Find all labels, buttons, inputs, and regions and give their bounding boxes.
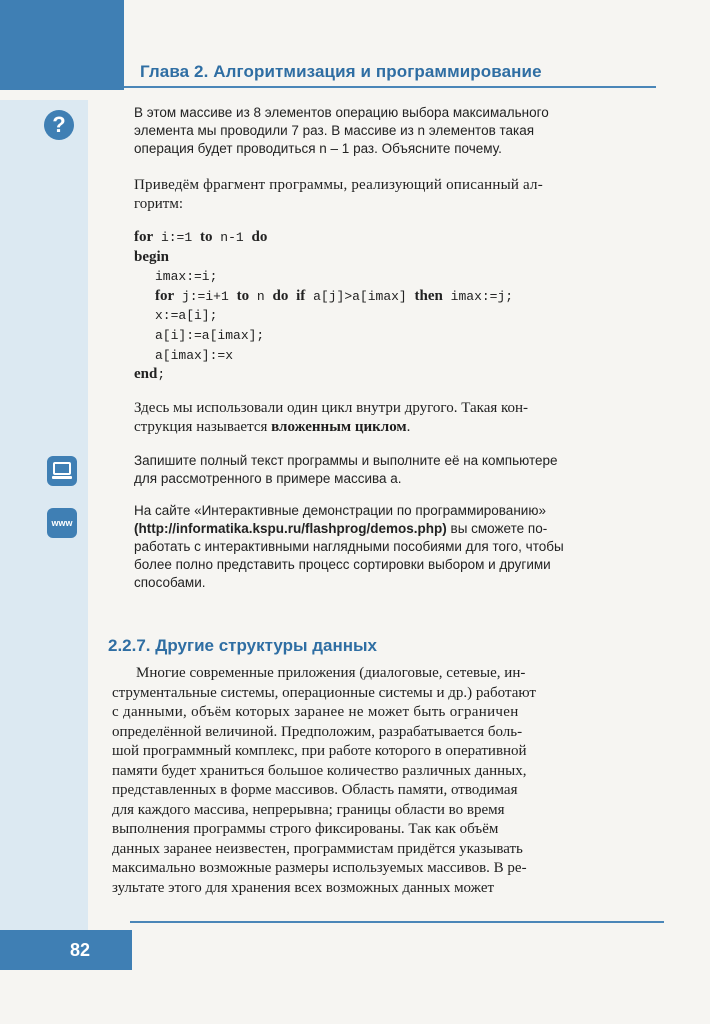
- code-text: n-1: [212, 230, 252, 245]
- code-text: ;: [157, 367, 166, 383]
- code-keyword: for: [155, 287, 175, 304]
- www-icon: www: [47, 508, 77, 538]
- body-line: данных заранее неизвестен, программистам придётся указывать: [112, 840, 523, 857]
- body-line: шой программный комплекс, при работе которого в оперативной: [112, 743, 527, 759]
- www-line: работать с интерактивными наглядными пособиями для того, чтобы: [134, 539, 564, 554]
- code-text: imax:=j;: [442, 288, 514, 304]
- body-line: Многие современные приложения (диалоговые, сетевые, ин-: [136, 665, 526, 681]
- code-text: x:=a[i];: [155, 308, 218, 324]
- code-line: [134, 365, 513, 385]
- code-text: a[j]>a[imax]: [305, 288, 415, 304]
- computer-icon: [47, 456, 77, 486]
- code-line: [134, 287, 513, 307]
- intro-line: горитм:: [134, 196, 184, 212]
- nested-loop-paragraph: [134, 399, 528, 437]
- body-line: памяти будет храниться большое количество различных данных,: [112, 762, 527, 779]
- code-line: [134, 326, 513, 346]
- code-text: a[imax]:=x: [155, 347, 234, 363]
- question-line: В этом массиве из 8 элементов операцию выбора максимального: [134, 105, 549, 120]
- body-line: выполнения программы строго фиксированы. Так как объём: [112, 821, 499, 837]
- code-keyword: then: [414, 287, 443, 304]
- body-line: определённой величиной. Предположим, разрабатывается боль-: [112, 723, 523, 740]
- task-line: для рассмотренного в примере массива a.: [134, 471, 402, 486]
- body-line: для каждого массива, непрерывна; границы области во время: [112, 801, 505, 818]
- computer-task-block: [134, 452, 558, 488]
- question-line: элемента мы проводили 7 раз. В массиве из n элементов такая: [134, 123, 535, 138]
- code-keyword: to: [199, 229, 213, 245]
- code-line: [134, 346, 513, 366]
- code-keyword: do: [251, 229, 268, 245]
- body-paragraph: [112, 664, 536, 898]
- code-keyword: to: [236, 287, 250, 304]
- nested-text-end: .: [406, 419, 411, 435]
- nested-line: Здесь мы использовали один цикл внутри другого. Такая кон-: [134, 400, 529, 416]
- www-line: более полно представить процесс сортировки выбором и другими: [134, 557, 551, 572]
- nested-text: струкция называется: [134, 419, 272, 435]
- code-keyword: end: [134, 366, 158, 383]
- code-keyword: if: [296, 287, 306, 304]
- code-keyword: do: [272, 287, 289, 304]
- section-title: 2.2.7. Другие структуры данных: [108, 636, 377, 655]
- nested-term: вложенным циклом: [271, 419, 407, 435]
- code-text: i:=1: [153, 230, 200, 245]
- body-line: с данными, объём которых заранее не может быть ограничен: [112, 704, 519, 720]
- page-number: 82: [70, 940, 91, 960]
- page-number-box: [0, 930, 132, 970]
- nested-line: [134, 418, 528, 437]
- code-line: [134, 228, 513, 248]
- code-text: a[i]:=a[imax];: [155, 327, 265, 343]
- demo-link[interactable]: (http://informatika.kspu.ru/flashprog/demos.php): [134, 521, 447, 536]
- chapter-tab: [0, 0, 124, 90]
- code-keyword: begin: [134, 248, 170, 265]
- www-line: способами.: [134, 575, 206, 590]
- body-line: представленных в форме массивов. Область памяти, отводимая: [112, 782, 518, 798]
- code-line: [134, 267, 513, 287]
- task-line: Запишите полный текст программы и выполните её на компьютере: [134, 453, 558, 468]
- www-line: [134, 520, 564, 538]
- code-keyword: for: [134, 229, 154, 245]
- question-line: операция будет проводиться n – 1 раз. Объясните почему.: [134, 141, 502, 156]
- intro-line: Приведём фрагмент программы, реализующий описанный ал-: [134, 177, 543, 193]
- footer-divider: [130, 921, 664, 923]
- code-line: [134, 306, 513, 326]
- code-text: j:=i+1: [174, 288, 237, 304]
- chapter-title: Глава 2. Алгоритмизация и программирование: [140, 62, 542, 81]
- question-icon: ?: [44, 110, 74, 140]
- code-listing: [134, 228, 513, 385]
- code-text: imax:=i;: [155, 269, 218, 285]
- www-block: [134, 502, 564, 592]
- code-line: [134, 248, 513, 268]
- body-line: максимально возможные размеры используемых массивов. В ре-: [112, 860, 527, 876]
- www-line: На сайте «Интерактивные демонстрации по программированию»: [134, 503, 546, 518]
- body-line: струментальные системы, операционные системы и др.) работают: [112, 684, 536, 701]
- question-block: [134, 104, 549, 158]
- www-text: вы сможете по-: [446, 521, 548, 536]
- intro-paragraph: [134, 176, 543, 214]
- header-divider: [124, 86, 656, 88]
- body-line: зультате этого для хранения всех возможных данных может: [112, 879, 495, 896]
- code-text: n: [249, 288, 273, 304]
